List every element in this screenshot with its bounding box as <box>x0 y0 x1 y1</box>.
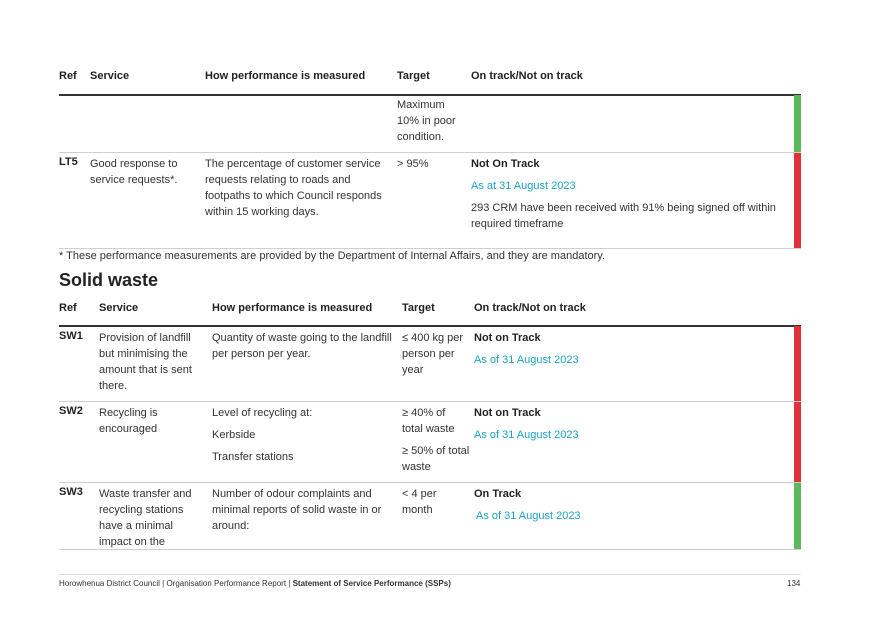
row-divider <box>59 248 801 249</box>
status-bar-red <box>794 402 801 483</box>
page-number: 134 <box>787 579 801 588</box>
table1-header-target: Target <box>397 70 430 82</box>
table2-row-measure: Level of recycling at: <box>212 407 313 419</box>
table2-row-ref: SW3 <box>59 486 83 498</box>
table2-header-status: On track/Not on track <box>474 302 586 314</box>
table1-row1-target: > 95% <box>397 158 429 170</box>
status-bar-red <box>794 326 801 402</box>
row-divider <box>59 549 801 550</box>
table1-row1-service: Good response to service requests*. <box>90 158 178 186</box>
table2-row-target: ≥ 40% of total waste <box>402 407 455 435</box>
table2-row-target-2: ≥ 50% of total waste <box>402 445 470 473</box>
table2-header-measure: How performance is measured <box>212 302 373 314</box>
table2-row-as-at: As of 31 August 2023 <box>474 429 579 441</box>
table2-row-measure-kerbside: Kerbside <box>212 429 256 441</box>
status-bar-green <box>794 483 801 550</box>
table2-row-ref: SW1 <box>59 330 83 342</box>
table2-row-as-at: As of 31 August 2023 <box>474 354 579 366</box>
table2-row-status: Not on Track <box>474 332 541 344</box>
row-divider <box>59 482 801 483</box>
footer-text <box>59 579 451 588</box>
table2-header-service: Service <box>99 302 139 314</box>
footer-left: Horowhenua District Council | Organisation Performance Report | <box>59 579 293 588</box>
table1-header-status: On track/Not on track <box>471 70 583 82</box>
table2-row-service: Provision of landfill but minimising the amount that is sent there. <box>99 332 192 392</box>
table1-header-ref: Ref <box>59 70 77 82</box>
table2-row-status: On Track <box>474 488 522 500</box>
table1-row0-target: Maximum 10% in poor condition. <box>397 99 456 143</box>
section-title: Solid waste <box>59 270 159 290</box>
table1-row1-measure: The percentage of customer service requests relating to roads and footpaths to which Council responds within 15 working days. <box>205 158 382 218</box>
table2-header-target: Target <box>402 302 435 314</box>
table1-row1-comment: 293 CRM have been received with 91% being signed off within required timeframe <box>471 202 776 230</box>
row-divider <box>59 401 801 402</box>
footnote: * These performance measurements are provided by the Department of Internal Affairs, and they are mandatory. <box>59 250 606 262</box>
table2-row-status: Not on Track <box>474 407 541 419</box>
table2-row-target: ≤ 400 kg per person per year <box>402 332 464 376</box>
table1-row1-ref: LT5 <box>59 156 78 168</box>
table2-row-target: < 4 per month <box>402 488 437 516</box>
table2-row-measure-transfer: Transfer stations <box>212 451 294 463</box>
table2-row-ref: SW2 <box>59 405 83 417</box>
table2-row-service: Waste transfer and recycling stations have a minimal impact on the <box>99 488 192 548</box>
row-divider <box>59 152 801 153</box>
table2-row-measure: Number of odour complaints and minimal reports of solid waste in or around: <box>212 488 382 532</box>
footer-rule <box>59 574 801 575</box>
table1-header-rule <box>59 94 801 96</box>
table2-row-service: Recycling is encouraged <box>99 407 158 435</box>
table2-header-ref: Ref <box>59 302 77 314</box>
table1-row1-status: Not On Track <box>471 158 540 170</box>
table2-header-rule <box>59 325 801 327</box>
footer-report-title: Statement of Service Performance (SSPs) <box>292 579 451 588</box>
table2-row-measure: Quantity of waste going to the landfill per person per year. <box>212 332 392 360</box>
table1-row1-as-at: As at 31 August 2023 <box>471 180 576 192</box>
table1-header-measure: How performance is measured <box>205 70 366 82</box>
table1-header-service: Service <box>90 70 130 82</box>
status-bar-red <box>794 153 801 249</box>
status-bar-green <box>794 95 801 153</box>
table2-row-as-at: As of 31 August 2023 <box>476 510 581 522</box>
